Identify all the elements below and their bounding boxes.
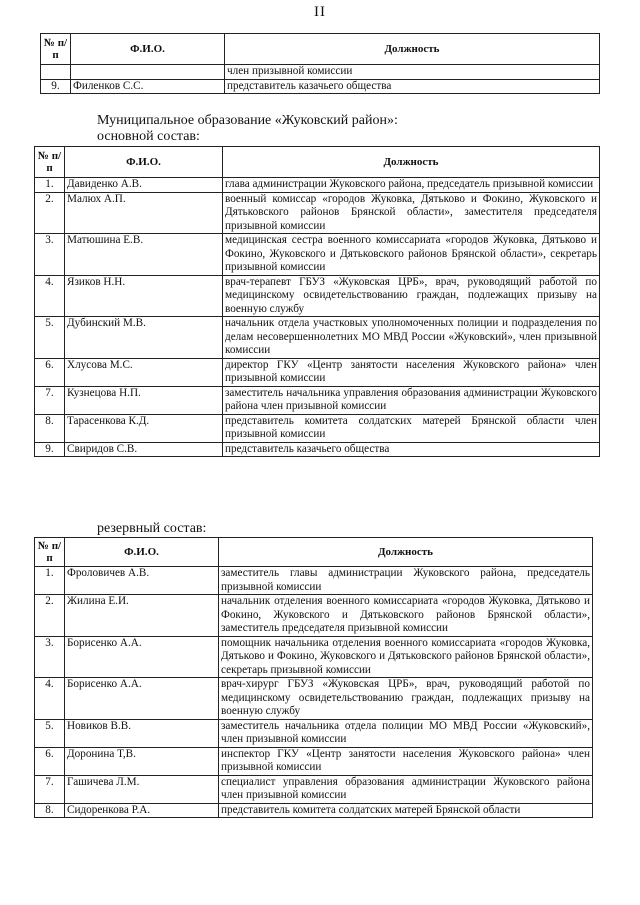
table-row <box>35 386 600 414</box>
row-name: Хлусова М.С. <box>65 358 223 386</box>
row-position: врач-терапевт ГБУЗ «Жуковская ЦРБ», врач, руководящий работой по медицинскому освидетельствованию граждан, подлежащих призыву на военную службу <box>223 275 600 317</box>
row-name: Фроловичев А.В. <box>65 567 219 595</box>
row-name: Свиридов С.В. <box>65 442 223 457</box>
page-number: II <box>314 4 326 20</box>
row-position: начальник отделения военного комиссариата «городов Жуковка, Дятьково и Фокино, Жуковского и Дятьковского районов Брянской области», заместитель председателя призывной комиссии <box>219 595 593 637</box>
row-name: Матюшина Е.В. <box>65 234 223 276</box>
row-name: Новиков В.В. <box>65 719 219 747</box>
row-number: 4. <box>35 275 65 317</box>
row-name <box>71 65 225 80</box>
row-number: 5. <box>35 719 65 747</box>
table-row <box>35 358 600 386</box>
row-name: Давиденко А.В. <box>65 178 223 193</box>
table-row <box>35 636 593 678</box>
row-name: Жилина Е.И. <box>65 595 219 637</box>
row-name: Кузнецова Н.П. <box>65 386 223 414</box>
continuation-table <box>40 33 600 94</box>
table-row <box>35 595 593 637</box>
row-position: заместитель начальника управления образования администрации Жуковского района член призывной комиссии <box>223 386 600 414</box>
header-position: Должность <box>219 538 593 567</box>
table-row <box>35 567 593 595</box>
table-header <box>41 34 600 65</box>
row-position: представитель комитета солдатских матерей Брянской области член призывной комиссии <box>223 414 600 442</box>
row-name: Филенков С.С. <box>71 79 225 94</box>
row-number: 7. <box>35 775 65 803</box>
header-fio: Ф.И.О. <box>65 538 219 567</box>
row-name: Доронина Т,В. <box>65 747 219 775</box>
table-row <box>41 65 600 80</box>
row-name: Дубинский М.В. <box>65 317 223 359</box>
row-name: Тарасенкова К.Д. <box>65 414 223 442</box>
table-row <box>35 747 593 775</box>
row-position: врач-хирург ГБУЗ «Жуковская ЦРБ», врач, руководящий работой по медицинскому освидетельствованию граждан, подлежащих призыву на военную службу <box>219 678 593 720</box>
row-number: 2. <box>35 192 65 234</box>
row-name: Сидоренкова Р.А. <box>65 803 219 818</box>
row-number: 8. <box>35 414 65 442</box>
row-position: начальник отдела участковых уполномоченных полиции и подразделения по делам несовершеннолетних МО МВД России «Жуковский», член призывной комиссии <box>223 317 600 359</box>
header-fio: Ф.И.О. <box>65 147 223 178</box>
row-name: Борисенко А.А. <box>65 636 219 678</box>
header-position: Должность <box>223 147 600 178</box>
row-position: заместитель начальника отдела полиции МО МВД России «Жуковский», член призывной комиссии <box>219 719 593 747</box>
row-number: 1. <box>35 567 65 595</box>
row-position: представитель казачьего общества <box>225 79 600 94</box>
row-number <box>41 65 71 80</box>
table-row <box>35 678 593 720</box>
table-row <box>35 719 593 747</box>
row-name: Язиков Н.Н. <box>65 275 223 317</box>
row-position: директор ГКУ «Центр занятости населения Жуковского района» член призывной комиссии <box>223 358 600 386</box>
header-num: № п/п <box>41 34 71 65</box>
row-name: Борисенко А.А. <box>65 678 219 720</box>
row-number: 9. <box>41 79 71 94</box>
municipality-title: Муниципальное образование «Жуковский район»: <box>97 113 398 128</box>
main-composition-title: основной состав: <box>97 129 200 144</box>
table-row <box>35 234 600 276</box>
row-position: представитель комитета солдатских матерей Брянской области <box>219 803 593 818</box>
row-number: 6. <box>35 747 65 775</box>
row-number: 4. <box>35 678 65 720</box>
row-number: 3. <box>35 636 65 678</box>
table-row <box>35 192 600 234</box>
row-number: 2. <box>35 595 65 637</box>
header-num: № п/п <box>35 538 65 567</box>
row-position: помощник начальника отделения военного комиссариата «городов Жуковка, Дятьково и Фокино, Жуковского и Дятьковского районов Брянской области», секретарь призывной комиссии <box>219 636 593 678</box>
row-position: член призывной комиссии <box>225 65 600 80</box>
table-row <box>35 178 600 193</box>
row-name: Малюх А.П. <box>65 192 223 234</box>
row-position: военный комиссар «городов Жуковка, Дятьково и Фокино, Жуковского и Дятьковского районов Брянской области», заместителя председателя призывной комиссии <box>223 192 600 234</box>
row-name: Гашичева Л.М. <box>65 775 219 803</box>
row-position: медицинская сестра военного комиссариата «городов Жуковка, Дятьково и Фокино, Жуковского и Дятьковского районов Брянской области», секретарь призывной комиссии <box>223 234 600 276</box>
row-position: заместитель главы администрации Жуковского района, председатель призывной комиссии <box>219 567 593 595</box>
table-row <box>35 442 600 457</box>
row-number: 3. <box>35 234 65 276</box>
row-number: 6. <box>35 358 65 386</box>
header-fio: Ф.И.О. <box>71 34 225 65</box>
row-number: 7. <box>35 386 65 414</box>
table-row <box>35 414 600 442</box>
header-num: № п/п <box>35 147 65 178</box>
table-row <box>35 275 600 317</box>
main-composition-table <box>34 146 600 457</box>
reserve-composition-title: резервный состав: <box>97 521 207 536</box>
row-number: 8. <box>35 803 65 818</box>
table-header <box>35 538 593 567</box>
header-position: Должность <box>225 34 600 65</box>
table-row <box>35 803 593 818</box>
reserve-composition-table <box>34 537 593 818</box>
table-row <box>41 79 600 94</box>
row-position: специалист управления образования администрации Жуковского района член призывной комиссии <box>219 775 593 803</box>
row-number: 9. <box>35 442 65 457</box>
table-header <box>35 147 600 178</box>
row-position: представитель казачьего общества <box>223 442 600 457</box>
row-position: инспектор ГКУ «Центр занятости населения Жуковского района» член призывной комиссии <box>219 747 593 775</box>
row-number: 1. <box>35 178 65 193</box>
row-number: 5. <box>35 317 65 359</box>
table-row <box>35 317 600 359</box>
table-row <box>35 775 593 803</box>
row-position: глава администрации Жуковского района, председатель призывной комиссии <box>223 178 600 193</box>
